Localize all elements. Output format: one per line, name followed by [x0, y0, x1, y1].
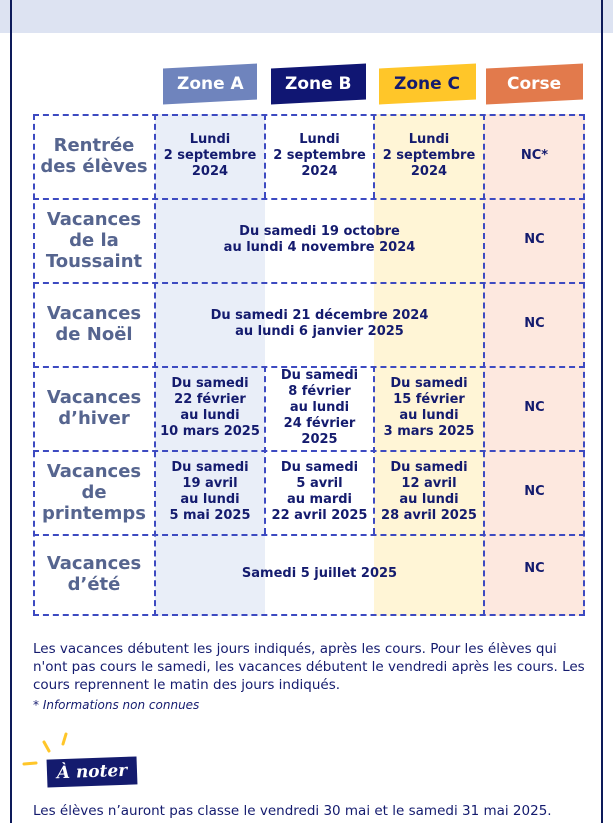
zone-c-label: Zone C [394, 74, 461, 95]
row-label-toussaint: Vacances de la Toussaint [45, 208, 143, 272]
right-border [601, 0, 603, 823]
ete-all-zones: Samedi 5 juillet 2025 [241, 566, 398, 581]
zone-b-label: Zone B [285, 74, 352, 95]
printemps-zone-c: Du samedi 12 avril au lundi 28 avril 2025 [381, 460, 477, 523]
notes-paragraph: Les vacances débutent les jours indiqués, après les cours. Pour les élèves qui n'ont pas cours le samedi, les vacances débutent le vendredi après les cours. Les cours reprennent le matin des jours indiqués. [33, 641, 585, 693]
row-label-hiver: Vacances d’hiver [46, 387, 142, 429]
footnote: * Informations non connues [33, 698, 200, 712]
left-border [10, 0, 12, 823]
holiday-table [33, 114, 585, 616]
top-banner [0, 0, 613, 33]
noel-corse: NC [524, 316, 545, 331]
rentree-zone-b: Lundi 2 septembre 2024 [273, 132, 366, 179]
printemps-zone-a: Du samedi 19 avril au lundi 5 mai 2025 [169, 460, 251, 523]
ete-corse: NC [524, 561, 545, 576]
a-noter-badge: À noter [47, 756, 138, 787]
row-label-printemps: Vacances de printemps [42, 460, 146, 524]
zone-a-header [163, 64, 257, 105]
rentree-zone-a: Lundi 2 septembre 2024 [163, 132, 257, 179]
row-label-ete: Vacances d’été [46, 553, 142, 595]
zone-a-label: Zone A [176, 74, 244, 94]
final-note: Les élèves n’auront pas classe le vendredi 30 mai et le samedi 31 mai 2025. [33, 803, 552, 819]
printemps-corse: NC [524, 484, 545, 499]
zone-c-header [379, 63, 476, 104]
table-border-bottom [33, 614, 585, 616]
hiver-zone-a: Du samedi 22 février au lundi 10 mars 2025 [160, 376, 260, 439]
rentree-corse: NC* [520, 148, 549, 163]
corse-header [486, 63, 583, 104]
zone-b-header [271, 64, 366, 105]
corse-label: Corse [507, 74, 562, 94]
row-label-rentree: Rentrée des élèves [40, 135, 148, 177]
printemps-zone-b: Du samedi 5 avril au mardi 22 avril 2025 [271, 460, 368, 523]
noel-all-zones: Du samedi 21 décembre 2024 au lundi 6 janvier 2025 [210, 308, 429, 339]
hiver-zone-c: Du samedi 15 février au lundi 3 mars 2025 [383, 376, 475, 439]
hiver-corse: NC [524, 400, 545, 415]
row-label-noel: Vacances de Noël [46, 303, 142, 345]
rentree-zone-c: Lundi 2 septembre 2024 [382, 132, 476, 179]
toussaint-all-zones: Du samedi 19 octobre au lundi 4 novembre 2024 [223, 224, 416, 255]
toussaint-corse: NC [524, 232, 545, 247]
hiver-zone-b: Du samedi 8 février au lundi 24 février 2025 [280, 368, 359, 447]
